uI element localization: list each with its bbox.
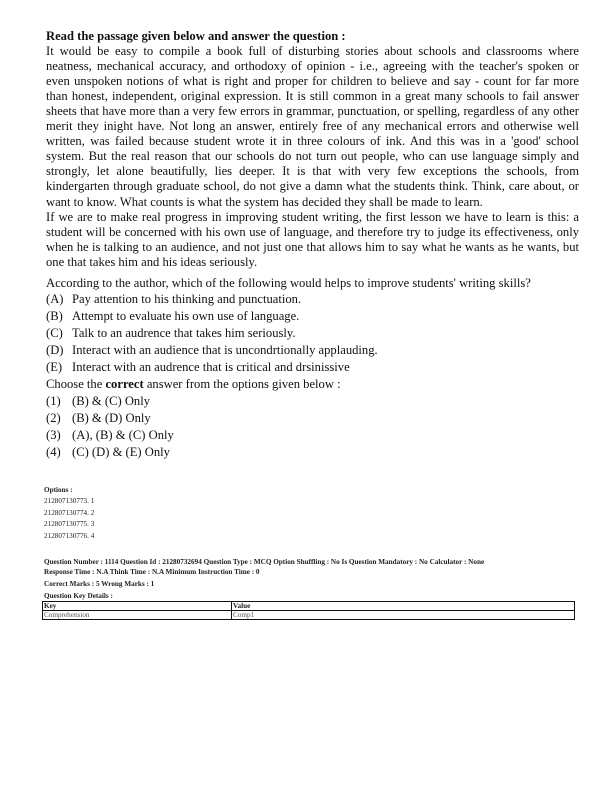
passage-paragraph-2: If we are to make real progress in improving student writing, the first lesson we have to learn is this: a student will be concerned with his own use of language, and therefore try to judge its effectiveness, only when he is talking to an audience, and not just one that allows him to say what he wants as he wants, but one that takes him and his ideas seriously. <box>46 209 579 269</box>
question-stem: According to the author, which of the following would helps to improve students' writing skills? <box>46 275 531 290</box>
statement-item <box>46 342 579 359</box>
choose-suffix: answer from the options given below : <box>143 376 341 391</box>
statement-item <box>46 308 579 325</box>
choose-prefix: Choose the <box>46 376 106 391</box>
answer-list <box>46 393 579 461</box>
answer-label: (3) <box>46 427 61 442</box>
answer-label: (1) <box>46 393 61 408</box>
question-number-line: Question Number : 1114 Question Id : 21280732694 Question Type : MCQ Option Shuffling : No Is Question Mandatory : No Calculator : None <box>44 558 485 566</box>
statement-text: Pay attention to his thinking and punctuation. <box>72 291 302 306</box>
question-details <box>44 557 579 601</box>
instruction-heading: Read the passage given below and answer the question : <box>46 29 346 43</box>
answer-text: (A), (B) & (C) Only <box>72 427 174 442</box>
statement-text: Interact with an audrence that is critical and drsinissive <box>72 359 350 374</box>
option-id: 212807130774. 2 <box>44 508 95 517</box>
statement-label: (E) <box>46 359 63 374</box>
answer-option[interactable] <box>46 410 579 427</box>
option-id: 212807130775. 3 <box>44 520 95 528</box>
statement-text: Talk to an audrence that takes him seriously. <box>72 325 296 340</box>
answer-text: (B) & (C) Only <box>72 393 151 408</box>
statement-label: (C) <box>46 325 63 340</box>
answer-label: (4) <box>46 444 61 459</box>
table-row <box>43 611 575 620</box>
statement-item <box>46 291 579 308</box>
statement-text: Attempt to evaluate his own use of language. <box>72 308 300 323</box>
statement-label: (B) <box>46 308 63 323</box>
response-time-line: Response Time : N.A Think Time : N.A Minimum Instruction Time : 0 <box>44 568 260 576</box>
answer-option[interactable] <box>46 427 579 444</box>
statement-label: (A) <box>46 291 64 306</box>
statement-list <box>46 291 579 376</box>
key-cell: Comprehension <box>43 611 232 620</box>
question-block <box>46 29 579 461</box>
statement-item <box>46 325 579 342</box>
answer-label: (2) <box>46 410 61 425</box>
choose-instruction <box>46 376 579 393</box>
marks-line: Correct Marks : 5 Wrong Marks : 1 <box>44 580 155 588</box>
key-header: Key <box>43 602 232 611</box>
options-heading: Options : <box>44 486 73 494</box>
answer-text: (C) (D) & (E) Only <box>72 444 170 459</box>
statement-text: Interact with an audience that is uncondrtionally applauding. <box>72 342 378 357</box>
table-header-row <box>43 602 575 611</box>
option-id: 212807130773. 1 <box>44 497 95 505</box>
option-ids-block <box>44 485 584 542</box>
answer-text: (B) & (D) Only <box>72 410 151 425</box>
answer-option[interactable] <box>46 444 579 461</box>
statement-label: (D) <box>46 342 64 357</box>
choose-emphasis: correct <box>105 376 144 391</box>
value-header: Value <box>232 602 575 611</box>
key-details-heading: Question Key Details : <box>44 592 113 600</box>
value-cell: Comp1 <box>232 611 575 620</box>
option-id: 212807130776. 4 <box>44 531 95 540</box>
statement-item <box>46 359 579 376</box>
passage-paragraph-1: It would be easy to compile a book full of disturbing stories about schools and classrooms where neatness, mechanical accuracy, and orthodoxy of opinion - i.e., agreeing with the teacher's spoken or even unspoken notions of what is right and proper for children to believe and say - count for far more than honest, independent, original expression. It is still common in a great many schools to fail answer sheets that have more than a very few errors in grammar, punctuation, or spelling, regardless of any other merit they inight have. Not long an answer, entirely free of any mechanical errors and otherwise well written, was failed because student wrote it in three colours of ink. And this was in a 'good' school system. But the real reason that our schools do not turn out people, who can use language simply and strongly, let alone beautifully, lies deeper. It is that with very few exceptions the schools, from kindergarten through graduate school, do not give a damn what the students think. Think, care about, or want to know. What counts is what the system has decided they shall be made to learn. <box>46 44 579 209</box>
key-details-table <box>42 601 575 620</box>
answer-option[interactable] <box>46 393 579 410</box>
